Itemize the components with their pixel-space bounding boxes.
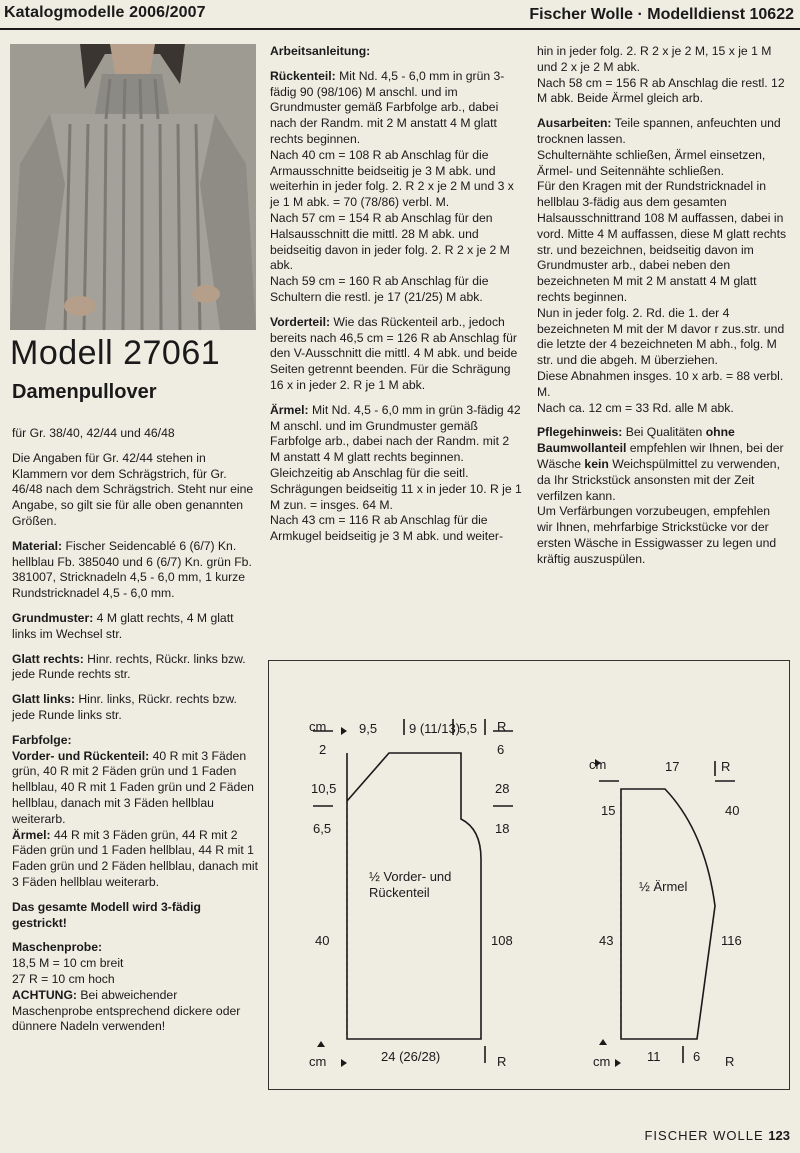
sleeve-right-1: 40 [725, 803, 740, 818]
aermel-schraegungen: Gleichzeitig ab Anschlag für die seitl. Schrägungen beidseitig 11 x in jeder 10. R je 1 M zun. = insges. 64 M. [270, 465, 522, 512]
farbfolge-label: Farbfolge: [12, 732, 72, 747]
rueckenteil-halsausschnitt: Nach 57 cm = 154 R ab Anschlag für den Halsausschnitt die mittl. 28 M abk. und beidseitig davon in jeder folg. 2. R 2 x je 2 M abk. [270, 210, 510, 273]
grundmuster-text: 4 M glatt rechts, 4 M glatt links im Wechsel str. [12, 610, 234, 641]
material-text: Fischer Seidencablé 6 (6/7) Kn. hellblau Fb. 385040 und 6 (6/7) Kn. grün Fb. 381007, Stricknadeln 4,5 - 6,0 mm, 1 kurze Rundstricknadel 4,5 - 6,0 mm. [12, 538, 252, 601]
aermel-armkugel: Nach 43 cm = 116 R ab Anschlag für die Armkugel beidseitig je 3 M abk. und weiter- [270, 513, 504, 544]
sleeve-outline [621, 789, 715, 1039]
ausarbeiten-naehte: Schulternähte schließen, Ärmel einsetzen, Ärmel- und Seitennähte schließen. [537, 147, 766, 178]
aermel-cont-1: hin in jeder folg. 2. R 2 x je 2 M, 15 x je 1 M und 2 x je 2 M abk. [537, 44, 772, 74]
sleeve-cm-label: cm [589, 757, 607, 772]
body-top-right: 5,5 [459, 721, 478, 736]
material-label: Material: [12, 538, 63, 553]
aermel-text: Mit Nd. 4,5 - 6,0 mm in grün 3-fädig 42 M anschl. und im Grundmuster gemäß Farbfolge arb., dabei nach der Randm. mit 2 M anstatt 4 M glatt rechts beginnen. [270, 402, 521, 465]
sleeve-left-2: 43 [599, 933, 614, 948]
pflegehinweis-text-a: Bei Qualitäten [622, 425, 706, 440]
glatt-rechts-section [12, 652, 258, 684]
size-intro: Die Angaben für Gr. 42/44 stehen in Klammern vor dem Schrägstrich, für Gr. 46/48 nach dem Schrägstrich. Steht nur eine Angabe, so gilt sie für alle oben genannten Größen. [12, 450, 254, 528]
aermel-farbfolge-label: Ärmel: [12, 827, 51, 842]
model-title: Modell 27061 [10, 334, 221, 372]
glatt-links-section [12, 692, 258, 724]
sleeve-r-label: R [721, 759, 731, 774]
rueckenteil-text: Mit Nd. 4,5 - 6,0 mm in grün 3-fädig 90 (98/106) M anschl. und im Grundmuster gemäß Farbfolge arb., dabei nach der Randm. mit 2 M anstatt 4 M glatt rechts beginnen. [270, 68, 505, 146]
catalog-title: Katalogmodelle 2006/2007 [4, 4, 206, 21]
aermel-label: Ärmel: [270, 402, 309, 417]
body-bottom-width: 24 (26/28) [381, 1049, 441, 1064]
achtung-label: ACHTUNG: [12, 987, 77, 1002]
sleeve-top-width: 17 [665, 759, 680, 774]
rueckenteil-section [270, 69, 522, 306]
right-column [537, 44, 787, 577]
glatt-links-label: Glatt links: [12, 692, 75, 707]
body-left-4: 40 [315, 933, 330, 948]
rueckenteil-schultern: Nach 59 cm = 160 R ab Anschlag für die Schultern die restl. je 17 (21/25) M abk. [270, 274, 489, 304]
ausarbeiten-ende: Nach ca. 12 cm = 33 Rd. alle M abk. [537, 400, 734, 415]
body-right-4: 108 [491, 933, 513, 948]
header-divider [0, 28, 800, 30]
achtung-text: Bei abweichender Maschenprobe entsprechend dickere oder dünnere Nadeln verwenden! [12, 987, 241, 1034]
rueckenteil-armausschnitt: Nach 40 cm = 108 R ab Anschlag für die Armausschnitte beidseitig je 3 M abk. und weiterhin in jeder folg. 2. R 2 x je 2 M und 3 x je 1 M abk. = 70 (78/86) verbl. M. [270, 147, 514, 210]
ausarbeiten-text: Teile spannen, anfeuchten und trocknen lassen. [537, 116, 781, 146]
glatt-links-text: Hinr. links, Rückr. rechts bzw. jede Runde links str. [12, 692, 237, 722]
body-right-3: 18 [495, 821, 510, 836]
pattern-diagrams [268, 660, 790, 1090]
farbfolge-section [12, 733, 258, 891]
pflegehinweis-text-b: empfehlen wir Ihnen, bei der Wäsche [537, 441, 784, 471]
vorderteil-text: Wie das Rückenteil arb., jedoch bereits nach 46,5 cm = 126 R ab Anschlag für den V-Ausschnitt die mittl. 4 M abk. und beide Seiten getrennt beenden. Für die Schrägung 16 x in jeder 2. R je 1 M abk. [270, 314, 518, 392]
grundmuster-section [12, 611, 258, 643]
body-left-3: 6,5 [313, 821, 332, 836]
maschenprobe-line2: 27 R = 10 cm hoch [12, 971, 115, 986]
body-left-2: 10,5 [311, 781, 337, 796]
vorder-rueckenteil-text: 40 R mit 3 Fäden grün, 40 R mit 2 Fäden grün und 1 Faden hellblau, 40 R mit 1 Faden grün und 2 Fäden hellblau, danach mit 3 Fäden hellblau weiterarb. [12, 748, 254, 826]
body-right-1: 6 [497, 742, 505, 757]
body-bottom-cm: cm [309, 1054, 327, 1069]
sizes-text: für Gr. 38/40, 42/44 und 46/48 [12, 426, 175, 440]
material-section [12, 539, 258, 602]
model-subtitle: Damenpullover [12, 381, 157, 403]
ausarbeiten-abnahmen: Nun in jeder folg. 2. Rd. die 1. der 4 bezeichneten M mit der M davor r zus.str. und die letzte der 4 bezeichneten M abh., folg. M str. und die abgeh. M überziehen. [537, 305, 785, 368]
ausarbeiten-verbl: Diese Abnahmen insges. 10 x arb. = 88 verbl. M. [537, 368, 784, 399]
body-right-2: 28 [495, 781, 510, 796]
ausarbeiten-kragen: Für den Kragen mit der Rundstricknadel in hellblau 3-fädig aus dem gesamten Halsausschnittrand 108 M auffassen, dabei in vord. Mitte 4 M auffassen, diese M glatt rechts str. und bezeichnen, beidseitig davon im Grundmuster arb., dabei neben den bezeichneten M mit 2 M anstatt 4 M glatt rechts beginnen. [537, 179, 787, 304]
sleeve-piece-label: ½ Ärmel [639, 879, 688, 894]
maschenprobe-line1: 18,5 M = 10 cm breit [12, 956, 124, 971]
sweater-illustration [10, 44, 256, 330]
page-footer [644, 1128, 790, 1143]
model-photo [10, 44, 256, 330]
ausarbeiten-label: Ausarbeiten: [537, 116, 612, 131]
sleeve-bottom-cm: cm [593, 1054, 611, 1069]
maschenprobe-section [12, 940, 258, 1035]
body-r-label: R [497, 719, 507, 734]
sleeve-left-1: 15 [601, 803, 616, 818]
arbeitsanleitung-heading: Arbeitsanleitung: [270, 44, 371, 58]
vorderteil-section [270, 315, 522, 394]
body-top-left: 9,5 [359, 721, 378, 736]
body-left-1: 2 [319, 742, 327, 757]
middle-column [270, 44, 522, 554]
page-header [0, 0, 800, 30]
sleeve-bottom-right: 6 [693, 1049, 701, 1064]
rueckenteil-label: Rückenteil: [270, 68, 336, 83]
glatt-rechts-label: Glatt rechts: [12, 651, 84, 666]
body-cm-label: cm [309, 719, 327, 734]
sleeve-bottom-r: R [725, 1054, 735, 1069]
maschenprobe-label: Maschenprobe: [12, 940, 103, 955]
body-bottom-r: R [497, 1054, 507, 1069]
vorder-rueckenteil-label: Vorder- und Rückenteil: [12, 748, 150, 763]
sleeve-bottom-left: 11 [647, 1049, 661, 1064]
body-piece-label-2: Rückenteil [369, 885, 430, 900]
aermel-section [270, 403, 522, 545]
pflegehinweis-verfaerbungen: Um Verfärbungen vorzubeugen, empfehlen wir Ihnen, mehrfarbige Strickstücke vor der ersten Wäsche in Essigwasser zu legen und kräftig auszuspülen. [537, 504, 777, 566]
sleeve-right-2: 116 [721, 933, 742, 948]
pflegehinweis-label: Pflegehinweis: [537, 425, 623, 440]
ausarbeiten-section [537, 116, 787, 416]
glatt-rechts-text: Hinr. rechts, Rückr. links bzw. jede Runde rechts str. [12, 651, 246, 682]
dreifaedig-note: Das gesamte Modell wird 3-fädig gestrickt! [12, 899, 201, 930]
footer-brand: FISCHER WOLLE [644, 1128, 764, 1143]
pflegehinweis-section [537, 425, 787, 567]
aermel-cont-2: Nach 58 cm = 156 R ab Anschlag die restl. 12 M abk. Beide Ärmel gleich arb. [537, 75, 785, 106]
service-title: Fischer Wolle · Modelldienst 10622 [529, 6, 794, 23]
pflegehinweis-bold-2: kein [584, 456, 609, 471]
body-piece-label-1: ½ Vorder- und [369, 869, 452, 884]
aermel-farbfolge-text: 44 R mit 3 Fäden grün, 44 R mit 2 Fäden grün und 1 Faden hellblau, 44 R mit 1 Faden grün und 2 Fäden hellblau, danach mit 3 Fäden hellblau weiterarb. [12, 827, 258, 889]
grundmuster-label: Grundmuster: [12, 610, 94, 625]
aermel-continuation [537, 44, 787, 107]
pflegehinweis-bold-1: ohne Baumwollanteil [537, 425, 735, 456]
pflegehinweis-text-c: Weichspülmittel zu verwenden, da Ihr Strickstück ansonsten mit der Zeit verfilzen kann. [537, 456, 780, 503]
page-number: 123 [768, 1128, 790, 1143]
schematic-drawings [269, 661, 791, 1091]
body-top-mid: 9 (11/13) [409, 721, 461, 736]
left-column [12, 426, 258, 1044]
vorderteil-label: Vorderteil: [270, 314, 331, 329]
